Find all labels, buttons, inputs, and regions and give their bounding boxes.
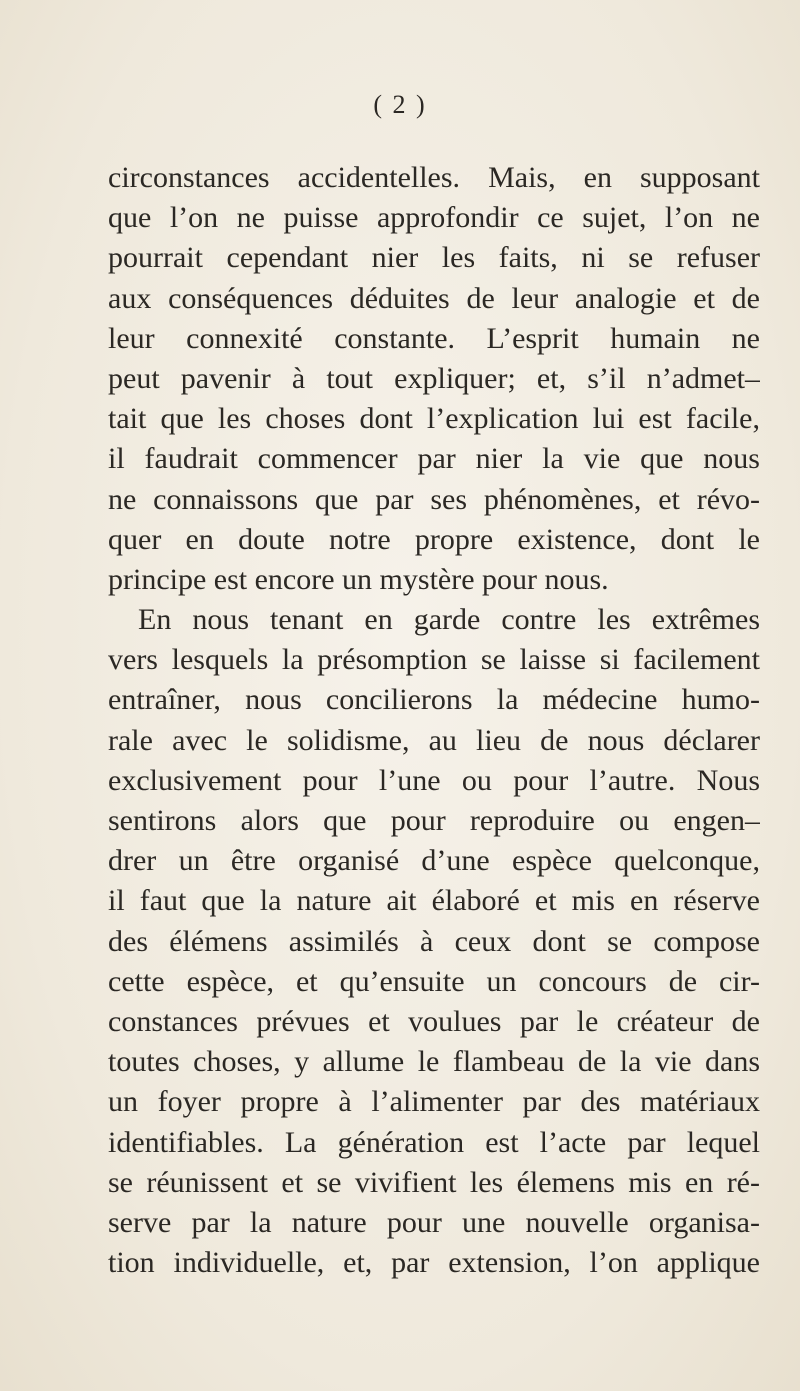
text-line: exclusivement pour l’une ou pour l’autre. Nous <box>108 763 760 797</box>
text-line: que l’on ne puisse approfondir ce sujet, l’on ne <box>108 201 760 235</box>
text-line: peut pavenir à tout expliquer; et, s’il n’admet– <box>108 361 760 395</box>
text-line: circonstances accidentelles. Mais, en supposant <box>108 161 760 194</box>
text-line-paragraph-start: En nous tenant en garde contre les extrêmes <box>138 603 760 637</box>
text-line: sentirons alors que pour reproduire ou engen– <box>108 804 760 837</box>
text-line: vers lesquels la présomption se laisse si facilement <box>108 643 760 677</box>
text-line: drer un être organisé d’une espèce quelconque, <box>108 844 760 878</box>
text-line: il faut que la nature ait élaboré et mis en réserve <box>108 884 760 918</box>
text-line: tait que les choses dont l’explication lui est facile, <box>108 402 760 436</box>
text-line: serve par la nature pour une nouvelle organisa- <box>108 1205 760 1239</box>
text-line: quer en doute notre propre existence, dont le <box>108 522 760 556</box>
text-line: constances prévues et voulues par le créateur de <box>108 1004 760 1038</box>
text-line: il faudrait commencer par nier la vie que nous <box>108 442 760 476</box>
text-line-paragraph-end: principe est encore un mystère pour nous. <box>108 562 609 596</box>
text-line: toutes choses, y allume le flambeau de la vie dans <box>108 1045 760 1079</box>
text-line: rale avec le solidisme, au lieu de nous déclarer <box>108 723 760 757</box>
text-line: leur connexité constante. L’esprit humain ne <box>108 321 760 355</box>
text-line: pourrait cependant nier les faits, ni se refuser <box>108 241 760 275</box>
text-line: tion individuelle, et, par extension, l’on applique <box>108 1246 760 1280</box>
text-line: des élémens assimilés à ceux dont se compose <box>108 924 760 958</box>
text-line: cette espèce, et qu’ensuite un concours de cir- <box>108 964 760 998</box>
text-line: un foyer propre à l’alimenter par des matériaux <box>108 1085 760 1119</box>
body-text <box>108 158 760 1283</box>
page-number: ( 2 ) <box>373 90 427 119</box>
text-line: identifiables. La génération est l’acte par lequel <box>108 1125 760 1159</box>
text-line: ne connaissons que par ses phénomènes, et révo- <box>108 482 760 516</box>
text-line: se réunissent et se vivifient les élemens mis en ré- <box>108 1165 760 1199</box>
text-line: entraîner, nous concilierons la médecine humo- <box>108 683 760 717</box>
text-line: aux conséquences déduites de leur analogie et de <box>108 281 760 315</box>
